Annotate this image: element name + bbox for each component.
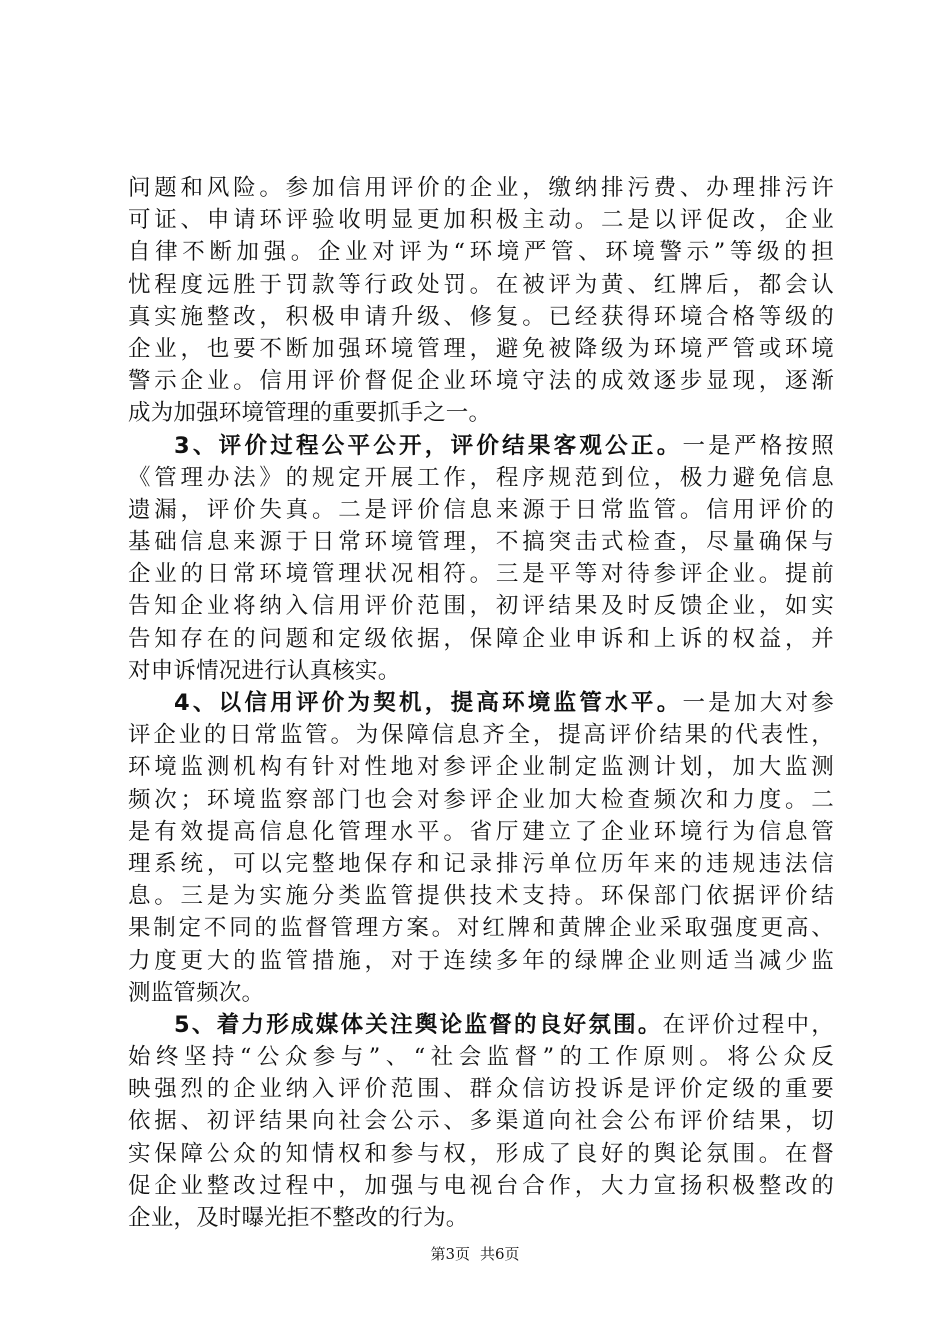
page-total: 共6页 bbox=[480, 1245, 520, 1263]
text-line: 告知存在的问题和定级依据，保障企业申诉和上诉的权益，并 bbox=[128, 625, 834, 652]
text-line: 遗漏，评价失真。二是评价信息来源于日常监管。信用评价的 bbox=[128, 496, 834, 523]
text-line: 告知企业将纳入信用评价范围，初评结果及时反馈企业，如实 bbox=[128, 593, 834, 620]
text-line: 可证、申请环评验收明显更加积极主动。二是以评促改，企业 bbox=[128, 207, 834, 234]
paragraph-continuation bbox=[128, 172, 834, 430]
text-line: 映强烈的企业纳入评价范围、群众信访投诉是评价定级的重要 bbox=[128, 1076, 834, 1103]
section-3-paragraph bbox=[128, 430, 834, 688]
section-4-heading: 4、以信用评价为契机，提高环境监管水平。 bbox=[174, 690, 683, 716]
text-line: 频次；环境监察部门也会对参评企业加大检查频次和力度。二 bbox=[128, 786, 834, 813]
text-line: 真实施整改，积极申请升级、修复。已经获得环境合格等级的 bbox=[128, 303, 834, 330]
text-line: 实保障公众的知情权和参与权，形成了良好的舆论氛围。在督 bbox=[128, 1140, 834, 1167]
text-line: 是有效提高信息化管理水平。省厅建立了企业环境行为信息管 bbox=[128, 818, 834, 845]
document-body bbox=[128, 172, 834, 1234]
page-number: 第3页 bbox=[430, 1245, 470, 1263]
text-line: 息。三是为实施分类监管提供技术支持。环保部门依据评价结 bbox=[128, 883, 834, 910]
section-3-first-line-text: 一是严格按照 bbox=[682, 432, 834, 459]
text-line: 理系统，可以完整地保存和记录排污单位历年来的违规违法信 bbox=[128, 850, 834, 877]
section-4-first-line bbox=[128, 687, 834, 719]
section-3-heading: 3、评价过程公平公开，评价结果客观公正。 bbox=[174, 432, 683, 459]
text-line: 始终坚持“公众参与”、“社会监督”的工作原则。将公众反 bbox=[128, 1044, 834, 1071]
text-line: 基础信息来源于日常环境管理，不搞突击式检查，尽量确保与 bbox=[128, 529, 834, 556]
text-line: 环境监测机构有针对性地对参评企业制定监测计划，加大监测 bbox=[128, 754, 834, 781]
text-line: 警示企业。信用评价督促企业环境守法的成效逐步显现，逐渐 bbox=[128, 368, 834, 395]
section-5-heading: 5、着力形成媒体关注舆论监督的良好氛围。 bbox=[174, 1011, 663, 1038]
page-footer bbox=[0, 1243, 950, 1264]
text-line: 企业，及时曝光拒不整改的行为。 bbox=[128, 1205, 469, 1231]
section-5-first-line-text: 在评价过程中， bbox=[662, 1011, 834, 1038]
text-line: 《管理办法》的规定开展工作，程序规范到位，极力避免信息 bbox=[128, 464, 834, 491]
text-line: 依据、初评结果向社会公示、多渠道向社会公布评价结果，切 bbox=[128, 1108, 834, 1135]
text-line: 评企业的日常监管。为保障信息齐全，提高评价结果的代表性， bbox=[128, 722, 834, 749]
section-5-first-line bbox=[128, 1009, 834, 1041]
section-4-first-line-text: 一是加大对参 bbox=[682, 690, 834, 716]
text-line: 自律不断加强。企业对评为“环境严管、环境警示”等级的担 bbox=[128, 239, 834, 266]
section-3-first-line bbox=[128, 430, 834, 462]
text-line: 企业的日常环境管理状况相符。三是平等对待参评企业。提前 bbox=[128, 561, 834, 588]
text-line: 成为加强环境管理的重要抓手之一。 bbox=[128, 400, 492, 427]
text-line: 促企业整改过程中，加强与电视台合作，大力宣扬积极整改的 bbox=[128, 1172, 834, 1199]
section-5-paragraph bbox=[128, 1009, 834, 1234]
text-line: 力度更大的监管措施，对于连续多年的绿牌企业则适当减少监 bbox=[128, 947, 834, 974]
text-line: 企业，也要不断加强环境管理，避免被降级为环境严管或环境 bbox=[128, 335, 834, 362]
text-line: 忧程度远胜于罚款等行政处罚。在被评为黄、红牌后，都会认 bbox=[128, 271, 834, 298]
section-4-paragraph bbox=[128, 687, 834, 1009]
text-line: 对申诉情况进行认真核实。 bbox=[128, 657, 401, 684]
text-line: 测监管频次。 bbox=[128, 979, 265, 1006]
text-line: 问题和风险。参加信用评价的企业，缴纳排污费、办理排污许 bbox=[128, 175, 834, 201]
text-line: 果制定不同的监督管理方案。对红牌和黄牌企业采取强度更高、 bbox=[128, 915, 834, 942]
